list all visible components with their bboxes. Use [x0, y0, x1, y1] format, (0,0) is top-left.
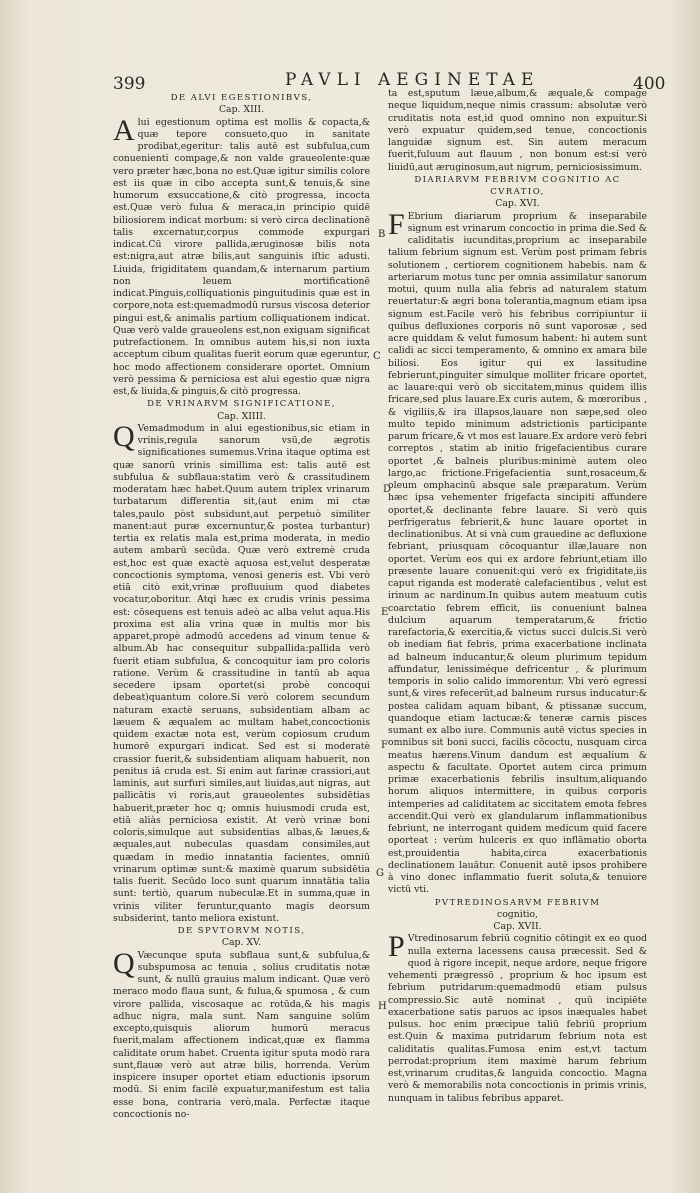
- section-heading: DE VRINARVM SIGNIFICATIONE,: [147, 399, 336, 410]
- paragraph: [113, 113, 370, 399]
- drop-cap: P: [388, 930, 405, 964]
- paragraph: [388, 930, 647, 1105]
- drop-cap: F: [388, 207, 405, 241]
- margin-letter-g: G: [376, 868, 384, 879]
- margin-letter-e: E: [381, 607, 389, 618]
- paragraph: [388, 207, 647, 897]
- margin-letter-d: D: [383, 484, 392, 495]
- margin-letter-h: H: [378, 1001, 387, 1012]
- section-heading: DE ALVI EGESTIONIBVS,: [170, 93, 313, 103]
- chapter-label: Cap. XVI.: [495, 198, 540, 210]
- chapter-label: Cap. XIII.: [218, 104, 265, 116]
- margin-letter-f: F: [381, 740, 388, 751]
- drop-cap: Q: [113, 419, 135, 453]
- chapter-label: Cap. XIIII.: [217, 410, 266, 422]
- drop-cap: A: [113, 113, 135, 147]
- section-heading: PVTREDINOSARVM FEBRIVM: [434, 897, 601, 908]
- chapter-label: Cap. XVII.: [493, 921, 542, 932]
- page-number-left: 399: [113, 74, 146, 94]
- paragraph-text: Ebrium diariarum proprium & inseparabile signum est vrinarum concoctio in prima die.Sed & caliditatis iucunditas,proprium ac inseparabile talium febrium signum est. Verùm post primam febris solutionem , certiorem cognitionem habebis. nam & arteriarum motus tunc per omnia assimilatur sanorum motui, quum nulla alia febris ad naturalem statum reuertatur:& ægri bona tolerantia,magnum etiam ipsa signum est.Facile verò his febribus corripiuntur ii quibus defluxiones corporis nō sunt vaporosæ , sed acre quiddam & velut fumosum habent: hi autem sunt calidi ac sicci temperamento, & omnino ex amara bile biliosi. Eos igitur qui ex lassitudine febrierunt,pinguiter simulque molliter fricare oportet, ac lauare:qui verò ob siccitatem,minus quidem illis fricare,sed plus lauare.Ex curis autem, & mœroribus , & vigiliis,& ira illapsos,lauare non sæpe,sed oleo multo tepido minimum adstrictionis participante parum fricare,& vt mos est lauare.Ex ardore verò febri correptos , statim ab initio frigefacientibus curare oportet ,& balneis pluribus:minimè autem oleo largo,ac frictione.Frigefacientia sunt,rosaceum,& oleum omphacinū absque sale præparatum. Verùm hæc ipsa vehementer frigefacta sincipiti affundere oportet,& declinante febre lauare. Si verò quis perfrigeratus febrierit,& hunc lauare oportet in declinationibus. At si vnà cum grauedine ac defluxione febriant, priusquam cōcoquantur illæ,lauare non oportet. Verùm eos qui ex ardore febriunt,etiam illo præsente lauare conuenit:qui verò ex frigiditate,iis caput riganda est moderatè calefacientibus , velut est irinum ac nardinum.In quibus autem meatuum cutis coarctatio febrem efficit, iis conueniunt balnea dulcium aquarum temperatarum,& frictio rarefactoria,& exercitia,& victus succi dulcis.Si verò ob inediam fiat febris, prima exacerbatione inclinata ad balneum inducantur,& oleum plurimum tepidum affundatur, lenissiméque defricentur , & plurimum temporis in solio calido immorentur. Vbi verò egressi sunt,& vires refecerūt,ad balneum rursus inducatur:& postea calidam aquam bibant, & ptissanæ succum, quandoque etiam lactucæ:& teneræ carnis pisces sumant ex albo iure. Communis autē victus species in omnibus sit boni succi, facilis cōcoctu, nusquam circa meatus hærens.Vinum dandum est æqualium & aspectu & facultate. Oportet autem circa primum primæ exacerbationis febrilis insultum,aliquando horum aliquos intermittere, in quibus corporis intemperies ad caliditatem ac siccitatem emota febres accendit.Qui verò ex glandularum inflammationibus febriunt, ne interrogant quidem medicum quid facere oporteat : verùm hulceris ex quo inflāmatio oborta est,prouidentia habita,circa exacerbationis declinationem lauātur. Conuenit autē ipsos prohibere à vino donec inflammatio fuerit soluta,& tenuiore victū vti.: [388, 210, 647, 896]
- chapter-label: Cap. XV.: [221, 937, 262, 949]
- right-column: [388, 88, 647, 1105]
- paragraph-text: Vemadmodum in alui egestionibus,sic etiam in vrinis,regula sanorum vsū,de ægrotis significationes sumemus.Vrina itaque optima est quæ sanorū vrinis simillima est: talis autē est subfulua & subflaua:statim verò & crassitudinem moderatam hæc habet.Quum autem triplex vrinarum turbatarum differentia sit,(aut enim mi ctæ tales,paulo pòst subsidunt,aut perpetuò similiter manent:aut puræ excernuntur,& postea turbantur) tertia ex relatis mala est,prima moderata, in medio autem ambarū secūda. Quæ verò extremè cruda est,hoc est quæ exactè aquosa est,velut desperatæ concoctionis symptoma, venosi generis est. Vbi verò etiā citò exit,vrinæ profluuium quod diabetes vocatur,oboritur. Atqi hæc ex crudis vrinis pessima est: cōsequens est tenuis adeò ac alba velut aqua.His proxima est alia vrina quæ in multis mor bis apparet,propè admodū accedens ad vinum tenue & album.Ab hac consequitur subpallida:pallida verò fuerit etiam subfulua, & concoquitur iam pro coloris ratione. Verùm & crassitudine in tantū ab aqua secedere ipsam oportet(si probè concoqui debeat)quantum colore.Si verò colorem secundum naturam exactè seruans, subsidentiam albam ac læuem & æqualem ac multam habet,concoctionis quidem exactæ nota est, verùm copiosum crudum humorē expurgari indicat. Sed est si moderatè crassior fuerit,& subsidentiam aliquam habuerit, non penitus iā cruda est. Si enim aut farinæ crassiori,aut laminis, aut surfuri similes,aut liuidas,aut nigras, aut pallicātis vi roris,aut graueolentes subsidētias habuerit,præter hoc q; omnis huiusmodi cruda est, etiā aliàs perniciosa existit. At verò vrinæ boni coloris,simulque aut subsidentias albas,& læues,& æquales,aut nubeculas quasdam consimiles,aut quædam in medio innatantia facientes, omniū vrinarum optimæ sunt:& maximè quarum subsidētia talis fuerit. Secūdo loco sunt quarum innatātia talia sunt: tertiò, quarum nubeculæ.Et in summa,quæ in vrinis viliter feruntur,quanto magis deorsum subsiderint, tanto meliora existunt.: [113, 422, 370, 924]
- paragraph: [388, 88, 647, 174]
- section-subheading: cognitio,: [497, 908, 538, 920]
- margin-letter-b: B: [378, 229, 386, 240]
- paragraph-text: ta est,sputum læue,album,& æquale,& compage neque liquidum,neque nimis crassum: absolutæ verò cruditatis nota est,id quod omnino non expuitur.Si verò expuatur quidem,sed tenue, concoctionis languidæ signum est. Sin autem meracum fuerit,fuluum aut flauum , non bonum est:si verò liuidū,aut æruginosum,aut nigrum, perniciosissimum.: [388, 88, 647, 173]
- paragraph: [113, 946, 370, 1122]
- paragraph-text: Væcunque sputa subflaua sunt,& subfulua,& subspumosa ac tenuia , solius cruditatis notæ sunt, & nullū grauius malum indicant. Quæ verò meraco modo flaua sunt, & fulua,& spumosa , & cum virore pallida, viscosaque ac rotūda,& his magis adhuc nigra, mala sunt. Nam sanguine solūm excepto,quisquis aliorum humorū meracus fuerit,malam affectionem indicat,quæ ex flamma caliditate orum habet. Cruenta igitur sputa modò rara sunt,flauæ verò aut atræ bilis, horrenda. Verùm inspicere insuper oportet etiam eductionis ipsorum modū. Si enim facilè expuatur,manifestum est talia esse bona, contraria verò,mala. Perfectæ itaque concoctionis no-: [113, 949, 370, 1120]
- running-title: PAVLI AEGINETAE: [285, 70, 540, 90]
- section-heading: DIARIARVM FEBRIVM COGNITIO AC CVRATIO,: [414, 174, 621, 197]
- drop-cap: Q: [113, 946, 135, 980]
- paragraph-text: lui egestionum optima est mollis & copacta,& quæ tepore consueto,quo in sanitate prodibat,egeritur: talis autē est subfulua,cum conuenienti compage,& non valde graueolente:quæ vero præter hæc,bona no est.Quæ igitur similis colore est iis quæ in cibo accepta sunt,& tenuis,& sine humorum exsuccatione,& citò progressa, incocta est.Quæ verò fulua & meraca,in principio quidē biliosiorem indicat morbum: si verò circa declinationē talis excernatur,corpus commode expurgari indicat.Cū virore pallida,æruginosæ bilis nota est:nigra,aut atræ bilis,aut sanguinis iſtic adusti. Liuida, frigiditatem quandam,& internarum partium non leuem mortificationē indicat.Pinguis,colliquationis pinguitudinis quæ est in corpore,nota est:quemadmodū rursus viscosa deterior pingui est,& animalis partium colliquationem indicat. Quæ verò valde graueolens est,non exiguam significat putrefactionem. In omnibus autem his,si non iuxta acceptum cibum qualitas fuerit eorum quæ egeruntur, hoc modo affectionem considerare oportet. Omnium verò pessima & perniciosa est alui egestio quæ nigra est,& liuida,& pinguis,& citò progressa.: [113, 116, 370, 397]
- paragraph-text: Vtredinosarum febriū cognitio cōtingit ex eo quod nulla externa lacessens causa præcessit. Sed & quod à rigore incepit, neque ardore, neque frigore vehementi prægressō , proprium & hoc ipsum est febrium putridarum:quemadmodū etiam pulsus compressio.Sic autē nominat , quū incipiēte exacerbatione satis paruos ac ipsos inæquales habet pulsus. hoc enim præcipue taliū febriū proprium est.Quin & maxima putridarum febrium nota est caliditatis qualitas.Fumosa enim est,vt tactum perrodat:proprium item maximè harum febrium est,vrinarum cruditas,& languida concoctio. Magna verò & memorabilis nota concoctionis in primis vrinis, nunquam in talibus febribus apparet.: [388, 933, 647, 1104]
- left-column: [113, 92, 370, 1121]
- margin-letter-c: C: [373, 351, 381, 362]
- paragraph: [113, 419, 370, 925]
- section-heading: DE SPVTORVM NOTIS,: [177, 926, 306, 936]
- page-number-right: 400: [633, 74, 666, 94]
